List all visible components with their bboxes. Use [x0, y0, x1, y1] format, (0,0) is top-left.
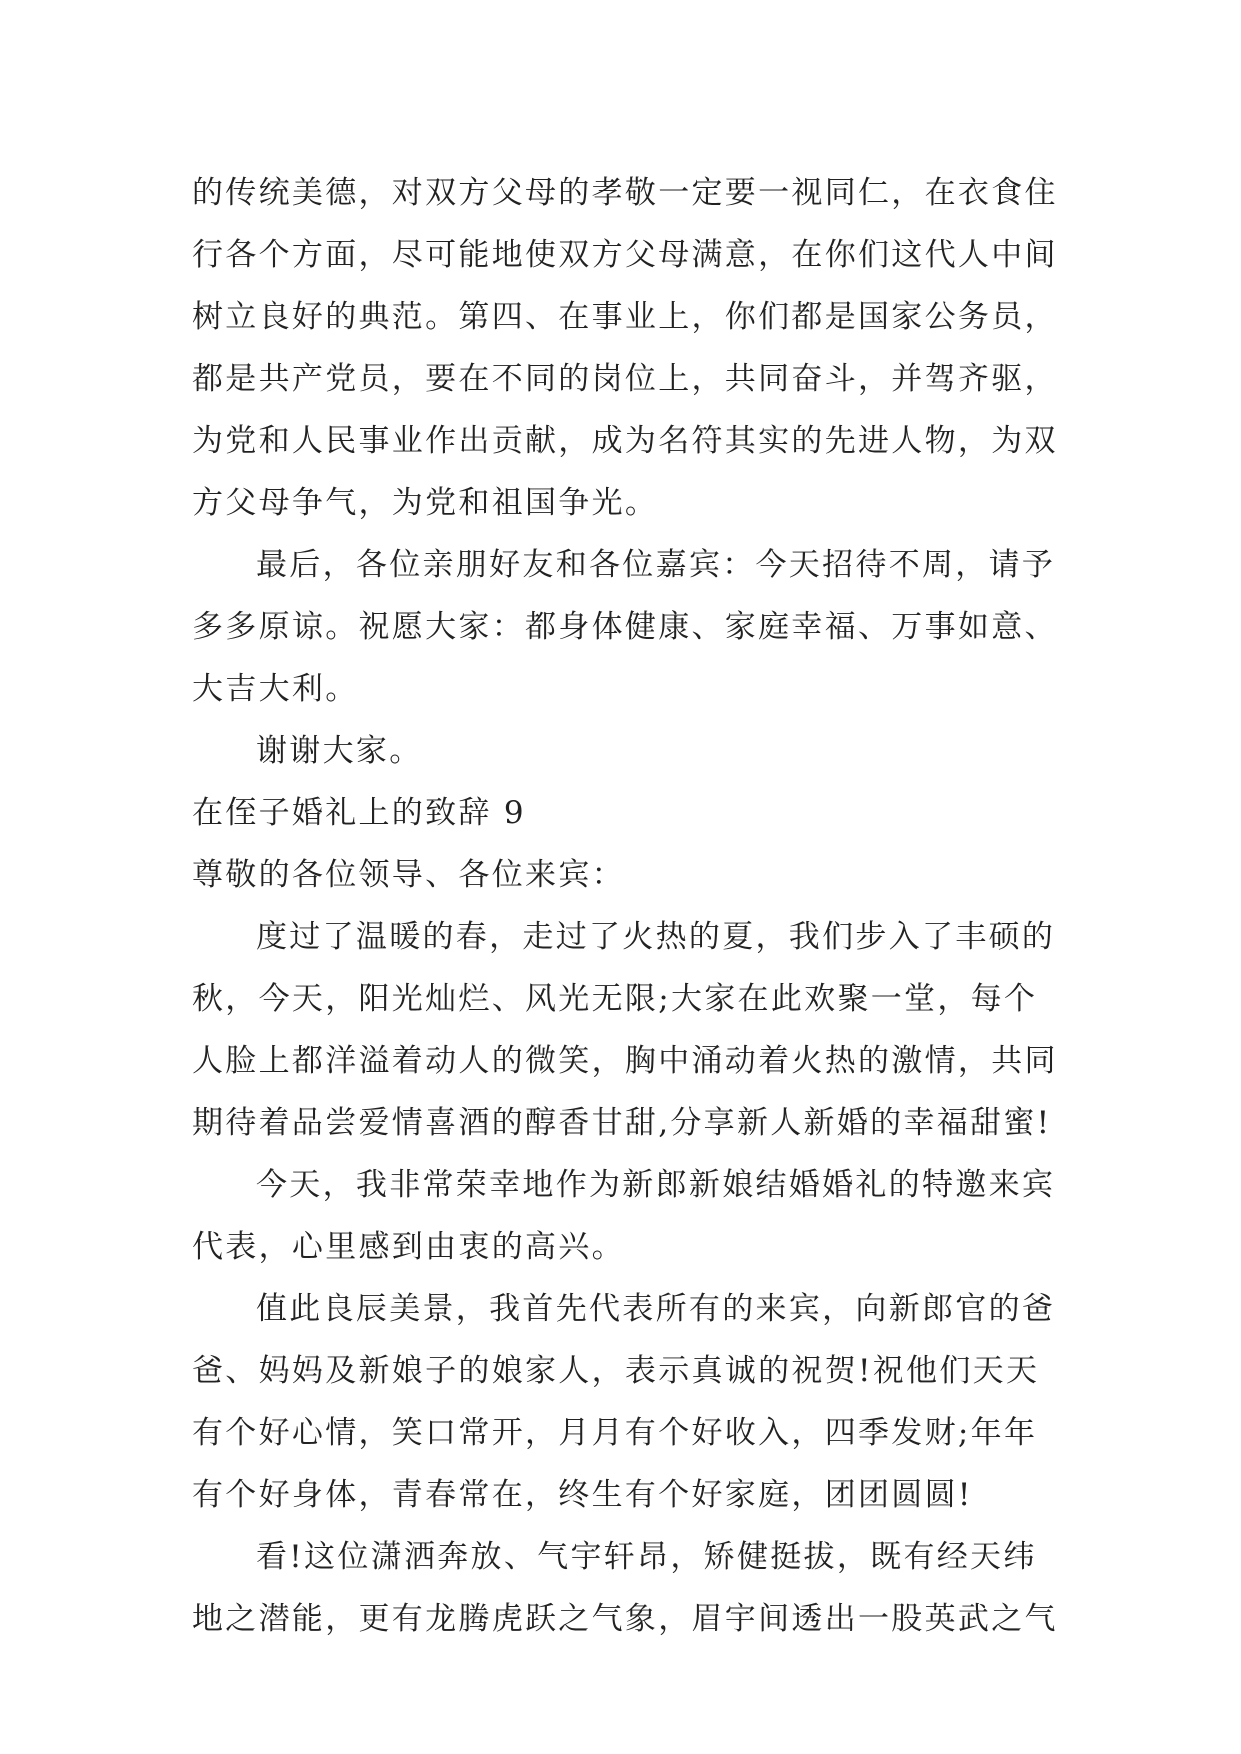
- body-line: 大吉大利。: [192, 671, 359, 707]
- body-line: 看!这位潇洒奔放、气宇轩昂，矫健挺拔，既有经天纬: [256, 1539, 1037, 1575]
- body-line: 秋，今天，阳光灿烂、风光无限;大家在此欢聚一堂，每个: [192, 981, 1038, 1017]
- body-line: 代表，心里感到由衷的高兴。: [192, 1229, 625, 1265]
- body-line: 今天，我非常荣幸地作为新郎新娘结婚婚礼的特邀来宾: [256, 1167, 1056, 1203]
- section-title: 在侄子婚礼上的致辞 9: [192, 795, 526, 831]
- body-line: 都是共产党员，要在不同的岗位上，共同奋斗，并驾齐驱，: [192, 361, 1058, 397]
- document-body: [192, 162, 1072, 1650]
- body-line: 谢谢大家。: [256, 733, 423, 769]
- body-line: 树立良好的典范。第四、在事业上，你们都是国家公务员，: [192, 299, 1058, 335]
- body-line: 方父母争气，为党和祖国争光。: [192, 485, 659, 521]
- body-line: 有个好心情，笑口常开，月月有个好收入，四季发财;年年: [192, 1415, 1038, 1451]
- body-line: 多多原谅。祝愿大家：都身体健康、家庭幸福、万事如意、: [192, 609, 1058, 645]
- body-line: 最后，各位亲朋好友和各位嘉宾：今天招待不周，请予: [256, 547, 1056, 583]
- body-line: 值此良辰美景，我首先代表所有的来宾，向新郎官的爸: [256, 1291, 1056, 1327]
- body-line: 爸、妈妈及新娘子的娘家人，表示真诚的祝贺!祝他们天天: [192, 1353, 1040, 1389]
- body-line: 为党和人民事业作出贡献，成为名符其实的先进人物，为双: [192, 423, 1058, 459]
- salutation: 尊敬的各位领导、各位来宾：: [192, 857, 625, 893]
- body-line: 度过了温暖的春，走过了火热的夏，我们步入了丰硕的: [256, 919, 1056, 955]
- body-line: 人脸上都洋溢着动人的微笑，胸中涌动着火热的激情，共同: [192, 1043, 1058, 1079]
- body-line: 期待着品尝爱情喜酒的醇香甘甜,分享新人新婚的幸福甜蜜!: [192, 1105, 1052, 1141]
- body-line: 地之潜能，更有龙腾虎跃之气象，眉宇间透出一股英武之气: [192, 1601, 1058, 1637]
- body-line: 行各个方面，尽可能地使双方父母满意，在你们这代人中间: [192, 237, 1058, 273]
- body-line: 有个好身体，青春常在，终生有个好家庭，团团圆圆!: [192, 1477, 973, 1513]
- body-line: 的传统美德，对双方父母的孝敬一定要一视同仁，在衣食住: [192, 175, 1058, 211]
